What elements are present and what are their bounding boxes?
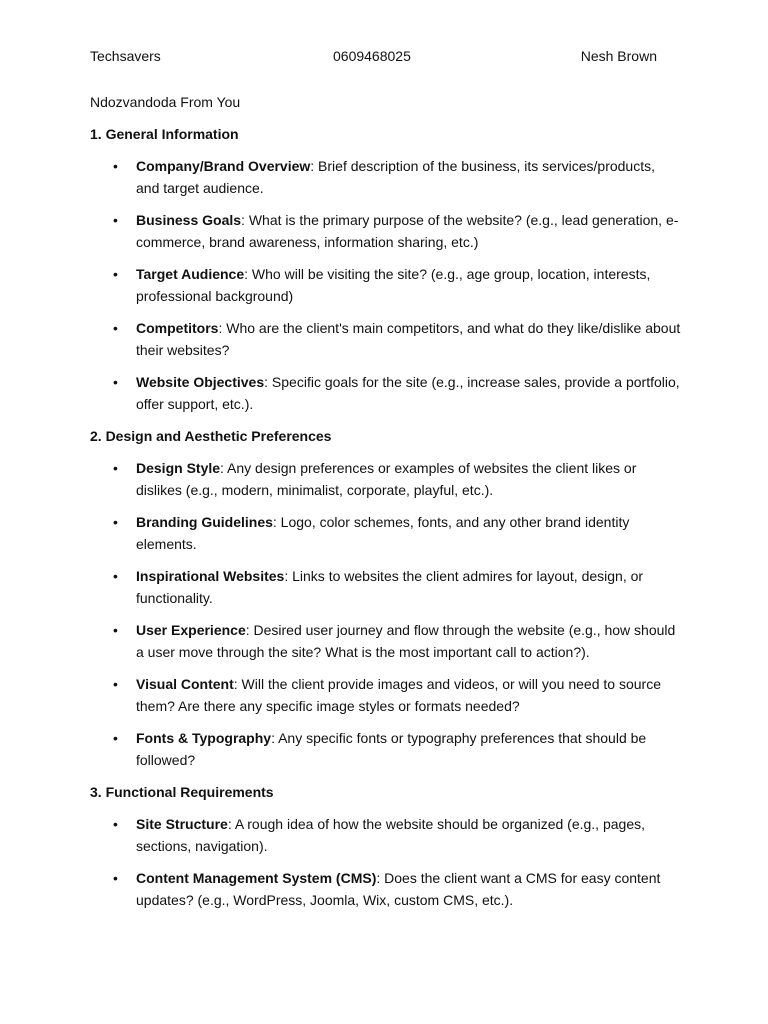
header-company: Techsavers bbox=[90, 48, 161, 64]
section-heading: 1. General Information bbox=[90, 126, 239, 142]
item-text: : What is the primary purpose of the website? (e.g., lead generation, e-commerce, brand awareness, information sharing, etc.) bbox=[136, 212, 679, 250]
bullet-icon: • bbox=[113, 374, 118, 390]
item-title: Site Structure bbox=[136, 816, 228, 832]
bullet-icon: • bbox=[113, 568, 118, 584]
item-title: Fonts & Typography bbox=[136, 730, 272, 746]
section-list bbox=[90, 155, 682, 415]
section-heading: 3. Functional Requirements bbox=[90, 784, 274, 800]
item-title: Company/Brand Overview bbox=[136, 158, 311, 174]
item-text: : Any specific fonts or typography preferences that should be followed? bbox=[136, 730, 647, 768]
item-title: Design Style bbox=[136, 460, 221, 476]
list-item bbox=[90, 371, 682, 415]
item-text: : Who will be visiting the site? (e.g., age group, location, interests, professional background) bbox=[136, 266, 651, 304]
list-item bbox=[90, 317, 682, 361]
header-phone: 0609468025 bbox=[333, 48, 411, 64]
bullet-icon: • bbox=[113, 622, 118, 638]
intro-line: Ndozvandoda From You bbox=[90, 94, 241, 110]
document-header bbox=[90, 45, 660, 67]
item-title: Business Goals bbox=[136, 212, 242, 228]
list-item bbox=[90, 727, 682, 771]
document-body bbox=[90, 91, 682, 921]
item-text: : Logo, color schemes, fonts, and any other brand identity elements. bbox=[136, 514, 630, 552]
list-item bbox=[90, 457, 682, 501]
list-item bbox=[90, 209, 682, 253]
bullet-icon: • bbox=[113, 514, 118, 530]
list-item bbox=[90, 511, 682, 555]
item-text: : Desired user journey and flow through the website (e.g., how should a user move through the site? What is the most important call to action?). bbox=[136, 622, 676, 660]
item-text: : Brief description of the business, its services/products, and target audience. bbox=[136, 158, 655, 196]
section-list bbox=[90, 813, 682, 911]
bullet-icon: • bbox=[113, 870, 118, 886]
item-text: : Who are the client's main competitors, and what do they like/dislike about their websites? bbox=[136, 320, 681, 358]
section-heading: 2. Design and Aesthetic Preferences bbox=[90, 428, 332, 444]
item-text: : Does the client want a CMS for easy content updates? (e.g., WordPress, Joomla, Wix, custom CMS, etc.). bbox=[136, 870, 661, 908]
item-text: : Specific goals for the site (e.g., increase sales, provide a portfolio, offer support, etc.). bbox=[136, 374, 680, 412]
item-title: Target Audience bbox=[136, 266, 245, 282]
item-title: Inspirational Websites bbox=[136, 568, 285, 584]
bullet-icon: • bbox=[113, 676, 118, 692]
item-text: : Any design preferences or examples of websites the client likes or dislikes (e.g., modern, minimalist, corporate, playful, etc.). bbox=[136, 460, 637, 498]
section-list bbox=[90, 457, 682, 771]
list-item bbox=[90, 813, 682, 857]
item-text: : Links to websites the client admires for layout, design, or functionality. bbox=[136, 568, 644, 606]
header-name: Nesh Brown bbox=[580, 48, 657, 64]
bullet-icon: • bbox=[113, 460, 118, 476]
list-item bbox=[90, 565, 682, 609]
bullet-icon: • bbox=[113, 266, 118, 282]
item-title: Visual Content bbox=[136, 676, 234, 692]
item-title: Competitors bbox=[136, 320, 219, 336]
item-title: User Experience bbox=[136, 622, 246, 638]
bullet-icon: • bbox=[113, 320, 118, 336]
list-item bbox=[90, 867, 682, 911]
list-item bbox=[90, 155, 682, 199]
bullet-icon: • bbox=[113, 158, 118, 174]
item-title: Website Objectives bbox=[136, 374, 265, 390]
item-text: : A rough idea of how the website should be organized (e.g., pages, sections, navigation). bbox=[136, 816, 645, 854]
item-text: : Will the client provide images and videos, or will you need to source them? Are there any specific image styles or formats needed? bbox=[136, 676, 661, 714]
bullet-icon: • bbox=[113, 730, 118, 746]
item-title: Content Management System (CMS) bbox=[136, 870, 377, 886]
list-item bbox=[90, 263, 682, 307]
bullet-icon: • bbox=[113, 212, 118, 228]
list-item bbox=[90, 673, 682, 717]
list-item bbox=[90, 619, 682, 663]
bullet-icon: • bbox=[113, 816, 118, 832]
item-title: Branding Guidelines bbox=[136, 514, 273, 530]
